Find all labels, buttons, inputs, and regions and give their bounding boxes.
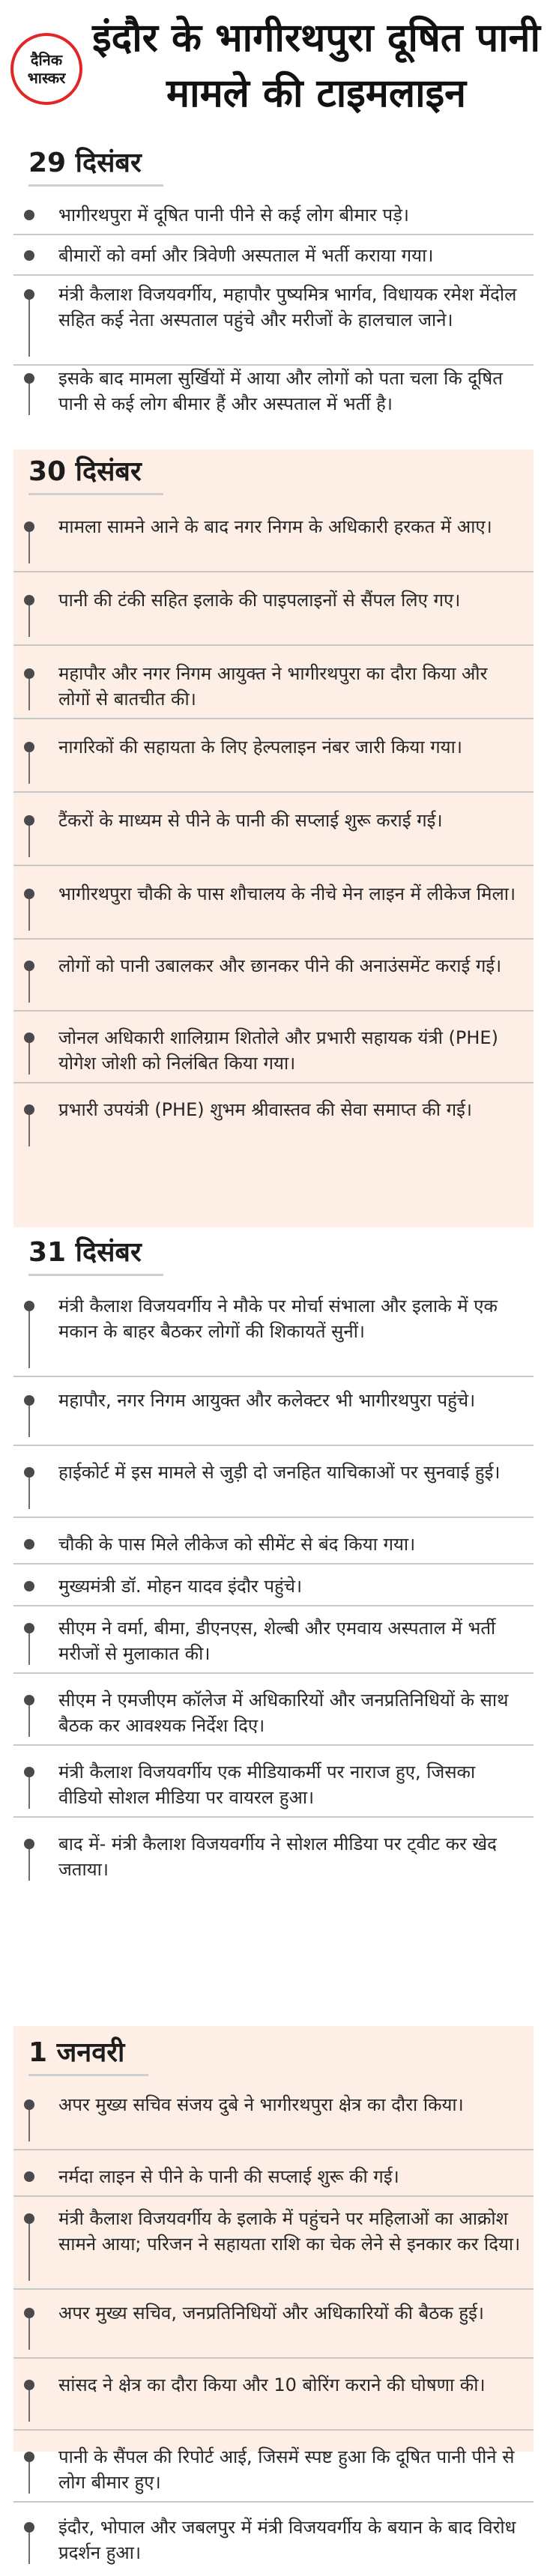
timeline-item-text: हाईकोर्ट में इस मामले से जुड़ी दो जनहित याचिकाओं पर सुनवाई हुई। xyxy=(58,1462,501,1483)
timeline-item-text: अपर मुख्य सचिव संजय दुबे ने भागीरथपुरा क्षेत्र का दौरा किया। xyxy=(58,2094,464,2115)
section-date: 30 दिसंबर xyxy=(28,456,142,487)
timeline-item xyxy=(13,661,534,722)
bullet-dot-icon xyxy=(24,250,34,261)
bullet-connector-line xyxy=(28,532,30,563)
timeline-item xyxy=(13,282,534,369)
timeline-item xyxy=(13,1293,534,1380)
timeline-item-text: नर्मदा लाइन से पीने के पानी की सप्लाई शुरू की गई। xyxy=(58,2166,399,2187)
date-underline xyxy=(28,1274,163,1276)
date-underline xyxy=(28,184,163,187)
timeline-item-text: सीएम ने वर्मा, बीमा, डीएनएस, शेल्बी और एमवाय अस्पताल में भर्ती मरीजों से मुलाकात की। xyxy=(58,1618,496,1664)
timeline-item-text: टैंकरों के माध्यम से पीने के पानी की सप्लाई शुरू कराई गई। xyxy=(58,810,443,831)
timeline-item xyxy=(13,1460,534,1521)
timeline-item xyxy=(13,2206,534,2293)
bullet-dot-icon xyxy=(24,1839,34,1849)
timeline-item xyxy=(13,1097,534,1158)
bullet-connector-line xyxy=(28,899,30,931)
date-underline xyxy=(28,2074,148,2076)
bullet-dot-icon xyxy=(24,1467,34,1478)
bullet-connector-line xyxy=(28,605,30,637)
item-separator xyxy=(13,718,534,719)
timeline-item xyxy=(13,1573,534,1609)
item-separator xyxy=(13,938,534,940)
header xyxy=(0,0,547,139)
bullet-connector-line xyxy=(28,2390,30,2422)
bullet-dot-icon xyxy=(24,2171,34,2182)
timeline-item-text: मंत्री कैलाश विजयवर्गीय, महापौर पुष्यमित्र भार्गव, विधायक रमेश मेंदोल सहित कई नेता अस्पताल पहुंचे और मरीजों के हालचाल जाने। xyxy=(58,284,517,330)
bullet-connector-line xyxy=(28,2533,30,2564)
bullet-dot-icon xyxy=(24,742,34,752)
timeline-item xyxy=(13,1759,534,1821)
bullet-connector-line xyxy=(28,1043,30,1074)
timeline-item xyxy=(13,514,534,575)
timeline-item xyxy=(13,953,534,1015)
item-separator xyxy=(13,1445,534,1446)
bullet-dot-icon xyxy=(24,1104,34,1115)
bullet-connector-line xyxy=(28,752,30,784)
bullet-dot-icon xyxy=(24,2452,34,2462)
timeline-section xyxy=(13,1230,534,2023)
item-separator xyxy=(13,1816,534,1818)
bullet-connector-line xyxy=(28,1705,30,1737)
item-separator xyxy=(13,2195,534,2197)
timeline-section xyxy=(13,450,534,1227)
item-separator xyxy=(13,1563,534,1564)
item-separator xyxy=(13,1517,534,1518)
timeline-item xyxy=(13,881,534,943)
timeline-item-text: पानी के सैंपल की रिपोर्ट आई, जिसमें स्पष्ट हुआ कि दूषित पानी पीने से लोग बीमार हुए। xyxy=(58,2446,515,2493)
page-title: इंदौर के भागीरथपुरा दूषित पानी मामले की टाइमलाइन xyxy=(92,16,540,116)
item-separator xyxy=(13,1672,534,1674)
item-separator xyxy=(13,234,534,235)
section-date: 1 जनवरी xyxy=(28,2037,125,2068)
item-separator xyxy=(13,644,534,646)
bullet-dot-icon xyxy=(24,1623,34,1633)
timeline-item-text: अपर मुख्य सचिव, जनप्रतिनिधियों और अधिकारियों की बैठक हुई। xyxy=(58,2303,484,2323)
timeline-item-text: मुख्यमंत्री डॉ. मोहन यादव इंदौर पहुंचे। xyxy=(58,1576,303,1597)
bullet-connector-line xyxy=(28,1478,30,1509)
bullet-connector-line xyxy=(28,2318,30,2350)
timeline-item-text: जोनल अधिकारी शालिग्राम शितोले और प्रभारी सहायक यंत्री (PHE) योगेश जोशी को निलंबित किया गया। xyxy=(58,1027,498,1074)
bullet-dot-icon xyxy=(24,595,34,605)
timeline-item-text: भागीरथपुरा में दूषित पानी पीने से कई लोग बीमार पड़े। xyxy=(58,205,410,226)
bullet-dot-icon xyxy=(24,889,34,899)
dainik-bhaskar-logo xyxy=(10,33,82,105)
bullet-dot-icon xyxy=(24,2308,34,2318)
item-separator xyxy=(13,2429,534,2431)
bullet-dot-icon xyxy=(24,2522,34,2533)
timeline-item-text: बाद में- मंत्री कैलाश विजयवर्गीय ने सोशल मीडिया पर ट्वीट कर खेद जताया। xyxy=(58,1833,497,1880)
item-separator xyxy=(13,2357,534,2359)
date-underline xyxy=(28,493,163,495)
timeline-item-text: इंदौर, भोपाल और जबलपुर में मंत्री विजयवर्गीय के बयान के बाद विरोध प्रदर्शन हुआ। xyxy=(58,2517,516,2563)
bullet-connector-line xyxy=(28,300,30,357)
item-separator xyxy=(13,1082,534,1083)
timeline-item xyxy=(13,2444,534,2506)
bullet-connector-line xyxy=(28,679,30,710)
bullet-dot-icon xyxy=(24,2213,34,2224)
timeline-item-text: पानी की टंकी सहित इलाके की पाइपलाइनों से सैंपल लिए गए। xyxy=(58,590,461,611)
bullet-dot-icon xyxy=(24,668,34,679)
item-separator xyxy=(13,1010,534,1012)
item-separator xyxy=(13,274,534,276)
bullet-connector-line xyxy=(28,1311,30,1368)
bullet-dot-icon xyxy=(24,1301,34,1311)
bullet-dot-icon xyxy=(24,2099,34,2110)
timeline-item-text: लोगों को पानी उबालकर और छानकर पीने की अनाउंसमेंट कराई गई। xyxy=(58,955,502,976)
bullet-dot-icon xyxy=(24,1695,34,1705)
section-date: 31 दिसंबर xyxy=(28,1237,142,1268)
bullet-dot-icon xyxy=(24,1539,34,1549)
timeline-item xyxy=(13,734,534,796)
bullet-connector-line xyxy=(28,1406,30,1437)
bullet-connector-line xyxy=(28,971,30,1003)
bullet-dot-icon xyxy=(24,1581,34,1591)
timeline-item xyxy=(13,1615,534,1677)
bullet-dot-icon xyxy=(24,1032,34,1043)
timeline-item xyxy=(13,2164,534,2200)
item-separator xyxy=(13,2288,534,2290)
timeline-item-text: प्रभारी उपयंत्री (PHE) शुभम श्रीवास्तव की सेवा समाप्त की गई। xyxy=(58,1099,473,1120)
timeline-item-text: मामला सामने आने के बाद नगर निगम के अधिकारी हरकत में आए। xyxy=(58,516,492,537)
timeline-item xyxy=(13,2515,534,2576)
item-separator xyxy=(13,791,534,793)
bullet-dot-icon xyxy=(24,1767,34,1777)
bullet-dot-icon xyxy=(24,961,34,971)
bullet-connector-line xyxy=(28,384,30,415)
bullet-connector-line xyxy=(28,2462,30,2494)
bullet-connector-line xyxy=(28,1633,30,1665)
item-separator xyxy=(13,2149,534,2150)
logo-line-1: दैनिक xyxy=(30,51,63,69)
timeline-item xyxy=(13,1687,534,1749)
bullet-connector-line xyxy=(28,1777,30,1809)
item-separator xyxy=(13,1744,534,1746)
bullet-connector-line xyxy=(28,1115,30,1146)
timeline-item-text: महापौर, नगर निगम आयुक्त और कलेक्टर भी भागीरथपुरा पहुंचे। xyxy=(58,1390,476,1411)
timeline-item-text: चौकी के पास मिले लीकेज को सीमेंट से बंद किया गया। xyxy=(58,1534,416,1555)
timeline-item-text: मंत्री कैलाश विजयवर्गीय ने मौके पर मोर्चा संभाला और इलाके में एक मकान के बाहर बैठकर लोगों की शिकायतें सुनीं। xyxy=(58,1295,498,1342)
timeline-item-text: मंत्री कैलाश विजयवर्गीय एक मीडियाकर्मी पर नाराज हुए, जिसका वीडियो सोशल मीडिया पर वायरल हुआ। xyxy=(58,1762,476,1808)
timeline-item-text: सीएम ने एमजीएम कॉलेज में अधिकारियों और जनप्रतिनिधियों के साथ बैठक कर आवश्यक निर्देश दिए। xyxy=(58,1690,509,1736)
timeline-item-text: भागीरथपुरा चौकी के पास शौचालय के नीचे मेन लाइन में लीकेज मिला। xyxy=(58,883,516,904)
bullet-dot-icon xyxy=(24,2380,34,2390)
timeline-item xyxy=(13,1831,534,1893)
section-date: 29 दिसंबर xyxy=(28,148,142,178)
item-separator xyxy=(13,2501,534,2503)
bullet-dot-icon xyxy=(24,521,34,532)
bullet-connector-line xyxy=(28,1849,30,1881)
bullet-dot-icon xyxy=(24,289,34,300)
bullet-connector-line xyxy=(28,826,30,857)
timeline-item xyxy=(13,2372,534,2434)
logo-line-2: भास्कर xyxy=(27,69,66,87)
timeline-item-text: महापौर और नगर निगम आयुक्त ने भागीरथपुरा का दौरा किया और लोगों से बातचीत की। xyxy=(58,663,488,710)
timeline-item-text: मंत्री कैलाश विजयवर्गीय के इलाके में पहुंचने पर महिलाओं का आक्रोश सामने आया; परिजन ने सहायता राशि का चेक लेने से इनकार कर दिया। xyxy=(58,2208,521,2255)
timeline-item xyxy=(13,2092,534,2153)
bullet-dot-icon xyxy=(24,815,34,826)
item-separator xyxy=(13,1376,534,1377)
timeline-item xyxy=(13,1532,534,1567)
timeline-item-text: इसके बाद मामला सुर्खियों में आया और लोगों को पता चला कि दूषित पानी से कई लोग बीमार हैं और अस्पताल में भर्ती है। xyxy=(58,368,503,414)
timeline-item xyxy=(13,1025,534,1086)
timeline-item-text: सांसद ने क्षेत्र का दौरा किया और 10 बोरिंग कराने की घोषणा की। xyxy=(58,2374,486,2395)
bullet-dot-icon xyxy=(24,373,34,384)
timeline-item xyxy=(13,808,534,869)
timeline-item xyxy=(13,1388,534,1449)
timeline-item xyxy=(13,2300,534,2362)
timeline-item-text: बीमारों को वर्मा और त्रिवेणी अस्पताल में भर्ती कराया गया। xyxy=(58,245,434,266)
timeline-item xyxy=(13,366,534,427)
bullet-connector-line xyxy=(28,2110,30,2141)
bullet-dot-icon xyxy=(24,210,34,220)
bullet-dot-icon xyxy=(24,1395,34,1406)
timeline-section xyxy=(13,141,534,448)
bullet-connector-line xyxy=(28,2224,30,2281)
item-separator xyxy=(13,865,534,866)
item-separator xyxy=(13,571,534,572)
timeline-item xyxy=(13,587,534,649)
timeline-item xyxy=(13,243,534,279)
item-separator xyxy=(13,1605,534,1606)
timeline-section xyxy=(13,2026,534,2563)
timeline-item-text: नागरिकों की सहायता के लिए हेल्पलाइन नंबर जारी किया गया। xyxy=(58,737,462,758)
timeline-item xyxy=(13,202,534,238)
